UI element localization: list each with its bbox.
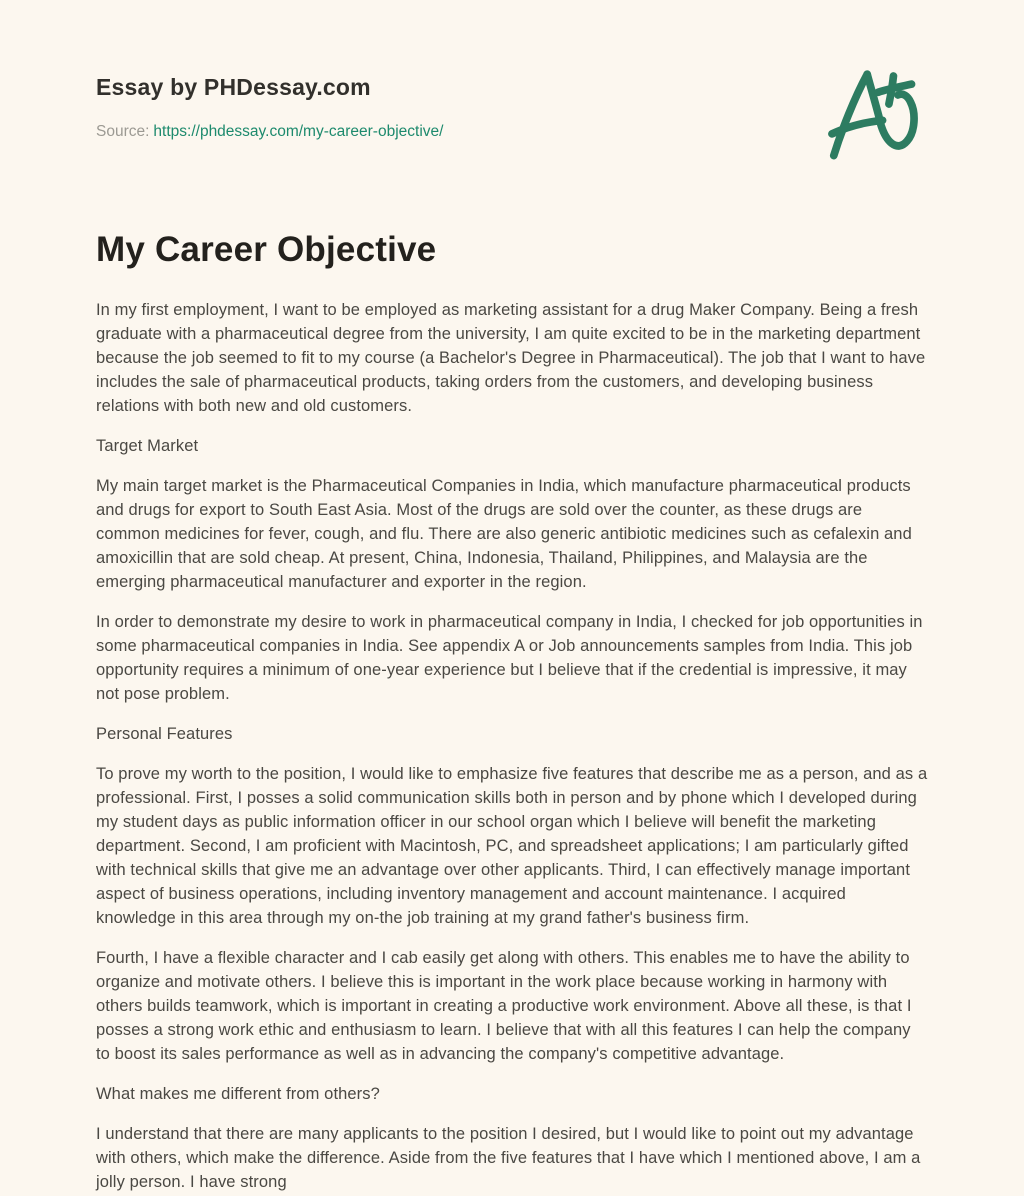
page-header bbox=[96, 64, 928, 164]
essay-paragraph: I understand that there are many applicants to the position I desired, but I would like to point out my advantage with others, which make the difference. Aside from the five features that I have which I mentioned above, I am a jolly person. I have strong bbox=[96, 1125, 921, 1191]
essay-subheading: Target Market bbox=[96, 437, 199, 455]
essay-paragraph: In order to demonstrate my desire to work in pharmaceutical company in India, I checked for job opportunities in some pharmaceutical companies in India. See appendix A or Job announcements samples from India. This job opportunity requires a minimum of one-year experience but I believe that if the credential is impressive, it may not pose problem. bbox=[96, 613, 923, 703]
a-plus-logo-icon bbox=[822, 64, 926, 164]
header-text bbox=[96, 64, 443, 141]
source-url-link[interactable]: https://phdessay.com/my-career-objective/ bbox=[153, 123, 444, 140]
essay-paragraph: In my first employment, I want to be employed as marketing assistant for a drug Maker Company. Being a fresh graduate with a pharmaceutical degree from the university, I am quite excited to be in the marketing department because the job seemed to fit to my course (a Bachelor's Degree in Pharmaceutical). The job that I want to have includes the sale of pharmaceutical products, taking orders from the customers, and developing business relations with both new and old customers. bbox=[96, 301, 926, 415]
site-title: Essay by PHDessay.com bbox=[96, 74, 371, 100]
essay-paragraph: My main target market is the Pharmaceutical Companies in India, which manufacture pharmaceutical products and drugs for export to South East Asia. Most of the drugs are sold over the counter, as these drugs are common medicines for fever, cough, and flu. There are also generic antibiotic medicines such as cefalexin and amoxicillin that are sold cheap. At present, China, Indonesia, Thailand, Philippines, and Malaysia are the emerging pharmaceutical manufacturer and exporter in the region. bbox=[96, 477, 912, 591]
essay-subheading: Personal Features bbox=[96, 725, 233, 743]
essay-subheading: What makes me different from others? bbox=[96, 1085, 380, 1103]
source-line bbox=[96, 123, 443, 141]
essay-title: My Career Objective bbox=[96, 230, 437, 269]
essay-body bbox=[96, 298, 928, 1194]
essay-paragraph: Fourth, I have a flexible character and I cab easily get along with others. This enables me to have the ability to organize and motivate others. I believe this is important in the work place because working in harmony with others builds teamwork, which is important in creating a productive work environment. Above all these, is that I posses a strong work ethic and enthusiasm to learn. I believe that with all this features I can help the company to boost its sales performance as well as in advancing the company's competitive advantage. bbox=[96, 949, 912, 1063]
essay-paragraph: To prove my worth to the position, I would like to emphasize five features that describe me as a person, and as a professional. First, I posses a solid communication skills both in person and by phone which I developed during my student days as public information officer in our school organ which I believe will benefit the marketing department. Second, I am proficient with Macintosh, PC, and spreadsheet applications; I am particularly gifted with technical skills that give me an advantage over other applicants. Third, I can effectively manage important aspect of business operations, including inventory management and account maintenance. I acquired knowledge in this area through my on-the job training at my grand father's business firm. bbox=[96, 765, 928, 927]
source-label: Source: bbox=[96, 123, 150, 140]
